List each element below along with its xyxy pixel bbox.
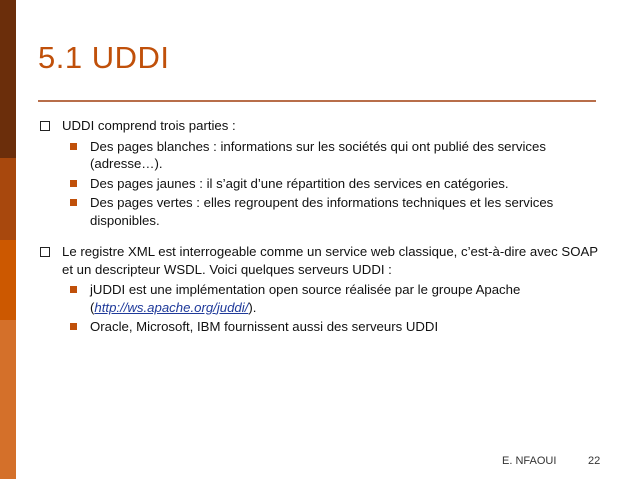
bullet-2-text: Le registre XML est interrogeable comme un service web classique, c’est-à-dire avec SOAP et un descripteur WSDL. Voici quelques serveurs UDDI : — [62, 244, 598, 277]
sub-bullet-text: Des pages jaunes : il s’agit d’une répartition des services en catégories. — [90, 175, 509, 191]
filled-square-icon — [70, 286, 77, 293]
sub-bullet-2-1 — [62, 281, 608, 316]
side-bar-segment-4 — [0, 320, 16, 479]
title-rule — [38, 100, 596, 102]
slide-title: 5.1 UDDI — [38, 40, 170, 75]
hollow-square-icon — [40, 247, 50, 257]
sub-bullet-text: Des pages blanches : informations sur les sociétés qui ont publié des services (adresse…). — [90, 138, 546, 171]
side-bar-segment-1 — [0, 0, 16, 158]
sub-bullet-text: Des pages vertes : elles regroupent des informations techniques et les services disponibles. — [90, 195, 554, 228]
side-bar-segment-3 — [0, 240, 16, 320]
bullet-2 — [38, 243, 608, 336]
page-number: 22 — [588, 455, 601, 467]
footer-author: E. NFAOUI — [502, 455, 557, 467]
filled-square-icon — [70, 180, 77, 187]
slide-content — [38, 117, 608, 350]
sub-bullet-1-1 — [62, 138, 608, 173]
filled-square-icon — [70, 143, 77, 150]
sub-bullet-2-2 — [62, 318, 608, 336]
sub-bullet-1-3 — [62, 194, 608, 229]
sub-bullet-suffix: ). — [248, 299, 257, 315]
filled-square-icon — [70, 199, 77, 206]
sub-bullet-prefix: jUDDI est une implémentation open source réalisée par le groupe Apache ( — [90, 282, 521, 315]
filled-square-icon — [70, 323, 77, 330]
bullet-1-sublist — [62, 138, 608, 230]
bullet-2-sublist — [62, 281, 608, 336]
bullet-1 — [38, 117, 608, 229]
side-color-bar — [0, 0, 16, 479]
hollow-square-icon — [40, 121, 50, 131]
sub-bullet-1-2 — [62, 175, 608, 193]
side-bar-segment-2 — [0, 158, 16, 240]
sub-bullet-text: Oracle, Microsoft, IBM fournissent aussi des serveurs UDDI — [90, 319, 439, 334]
juddi-link[interactable]: http://ws.apache.org/juddi/ — [94, 299, 249, 315]
bullet-1-text: UDDI comprend trois parties : — [62, 118, 236, 133]
